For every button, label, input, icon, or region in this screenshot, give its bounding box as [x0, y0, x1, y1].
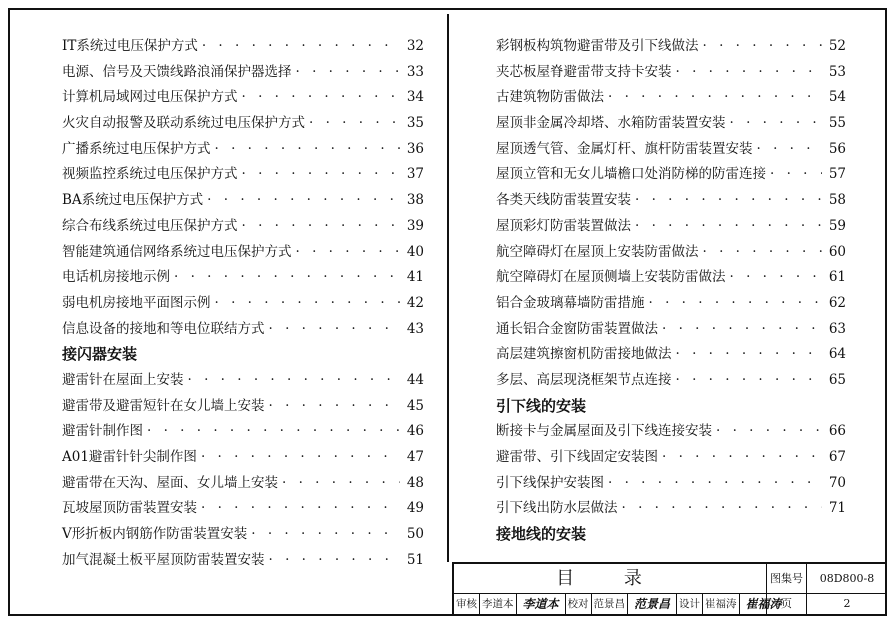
toc-entry-page: 38 — [406, 192, 424, 209]
toc-entry-title: 铝合金玻璃幕墙防雷措施 — [496, 294, 645, 311]
toc-entry[interactable] — [496, 317, 846, 343]
toc-entry-title: 智能建筑通信网络系统过电压保护方式 — [62, 243, 292, 260]
dot-leader — [635, 188, 822, 214]
toc-entry-title: 视频监控系统过电压保护方式 — [62, 166, 238, 183]
toc-entry[interactable] — [62, 522, 424, 548]
toc-entry[interactable] — [496, 162, 846, 188]
toc-entry-title: 航空障碍灯在屋顶上安装防雷做法 — [496, 243, 699, 260]
toc-entry-page: 60 — [828, 243, 846, 260]
document-title: 目 录 — [454, 564, 767, 594]
toc-entry[interactable] — [496, 214, 846, 240]
dot-leader — [242, 162, 401, 188]
dot-leader — [242, 85, 401, 111]
toc-entry[interactable] — [62, 162, 424, 188]
toc-entry-page: 53 — [828, 63, 846, 80]
toc-entry-page: 67 — [828, 449, 846, 465]
toc-entry[interactable] — [62, 471, 424, 497]
toc-entry[interactable] — [496, 85, 846, 111]
toc-entry[interactable] — [62, 548, 424, 574]
toc-entry[interactable] — [496, 240, 846, 266]
toc-entry[interactable] — [496, 419, 846, 445]
design-name: 崔福涛 — [703, 594, 740, 614]
toc-entry-title: 航空障碍灯在屋顶侧墙上安装防雷做法 — [496, 269, 726, 286]
toc-entry-title: 多层、高层现浇框架节点连接 — [496, 371, 672, 388]
toc-entry[interactable] — [62, 265, 424, 291]
dot-leader — [622, 496, 823, 522]
toc-entry-page: 48 — [406, 474, 424, 491]
toc-entry-page: 45 — [406, 397, 424, 414]
toc-entry-title: 电话机房接地示例 — [62, 269, 170, 286]
dot-leader — [188, 368, 401, 394]
toc-entry-page: 58 — [828, 192, 846, 209]
page-number: 2 — [843, 597, 851, 610]
toc-entry-title: 计算机局域网过电压保护方式 — [62, 89, 238, 106]
toc-entry[interactable] — [496, 471, 846, 497]
toc-entry-page: 51 — [406, 551, 424, 568]
check-label: 校对 — [566, 594, 592, 614]
dot-leader — [676, 342, 823, 368]
check-name: 范景昌 — [592, 594, 629, 614]
toc-entry-title: 避雷针制作图 — [62, 423, 143, 440]
review-name: 李道本 — [480, 594, 517, 614]
section-heading: 接闪器安装 — [62, 345, 138, 364]
toc-entry[interactable] — [62, 214, 424, 240]
check-signature: 范景昌 — [628, 594, 677, 614]
toc-entry-title: 彩钢板构筑物避雷带及引下线做法 — [496, 38, 699, 54]
toc-entry[interactable] — [496, 60, 846, 86]
toc-entry-title: 屋顶立管和无女儿墙檐口处消防梯的防雷连接 — [496, 166, 766, 183]
toc-entry[interactable] — [62, 85, 424, 111]
dot-leader — [251, 522, 400, 548]
dot-leader — [757, 137, 823, 163]
dot-leader — [716, 419, 822, 445]
toc-entry-title: 夹芯板屋脊避雷带支持卡安装 — [496, 63, 672, 80]
toc-entry-page: 59 — [828, 217, 846, 234]
dot-leader — [269, 317, 401, 343]
toc-entry-page: 71 — [828, 500, 846, 517]
toc-entry-title: 综合布线系统过电压保护方式 — [62, 217, 238, 234]
toc-entry-title: 引下线出防水层做法 — [496, 500, 618, 517]
dot-leader — [649, 291, 823, 317]
dot-leader — [608, 471, 822, 497]
toc-entry[interactable] — [62, 111, 424, 137]
toc-entry-page: 39 — [406, 217, 424, 234]
toc-right-column — [496, 34, 846, 548]
toc-entry-page: 54 — [828, 89, 846, 106]
dot-leader — [676, 60, 823, 86]
dot-leader — [309, 111, 400, 137]
dot-leader — [662, 317, 822, 343]
toc-entry-page: 32 — [406, 38, 424, 54]
dot-leader — [207, 188, 400, 214]
dot-leader — [730, 265, 823, 291]
toc-entry[interactable] — [496, 291, 846, 317]
toc-entry-title: 瓦坡屋顶防雷装置安装 — [62, 500, 197, 517]
toc-entry-title: 电源、信号及天馈线路浪涌保护器选择 — [62, 63, 292, 80]
toc-entry-page: 36 — [406, 140, 424, 157]
toc-entry-page: 40 — [406, 243, 424, 260]
toc-entry[interactable] — [496, 34, 846, 60]
dot-leader — [296, 60, 401, 86]
dot-leader — [201, 445, 400, 471]
atlas-number-label: 图集号 — [767, 564, 807, 594]
toc-entry[interactable] — [496, 445, 846, 471]
toc-entry-title: 弱电机房接地平面图示例 — [62, 294, 211, 311]
toc-entry-page: 47 — [406, 449, 424, 465]
toc-entry-page: 61 — [828, 269, 846, 286]
dot-leader — [662, 445, 822, 471]
toc-entry-title: 避雷带、引下线固定安装图 — [496, 449, 658, 465]
toc-entry-page: 46 — [406, 423, 424, 440]
dot-leader — [215, 291, 401, 317]
toc-entry[interactable] — [62, 137, 424, 163]
toc-entry-title: IT系统过电压保护方式 — [62, 38, 198, 54]
dot-leader — [269, 548, 401, 574]
toc-entry-title: 断接卡与金属屋面及引下线连接安装 — [496, 423, 712, 440]
toc-entry[interactable] — [496, 496, 846, 522]
toc-entry[interactable] — [62, 368, 424, 394]
toc-entry-page: 65 — [828, 371, 846, 388]
toc-entry-page: 49 — [406, 500, 424, 517]
dot-leader — [676, 368, 823, 394]
design-label: 设计 — [677, 594, 703, 614]
dot-leader — [296, 240, 401, 266]
toc-entry-page: 35 — [406, 115, 424, 132]
toc-entry-title: BA系统过电压保护方式 — [62, 192, 204, 209]
toc-entry-title: 屋顶透气管、金属灯杆、旗杆防雷装置安装 — [496, 140, 753, 157]
toc-left-column — [62, 34, 424, 573]
toc-entry-page: 50 — [406, 526, 424, 543]
toc-entry[interactable] — [496, 342, 846, 368]
toc-entry[interactable] — [496, 137, 846, 163]
toc-entry-page: 70 — [828, 474, 846, 491]
dot-leader — [770, 162, 822, 188]
toc-entry[interactable] — [62, 317, 424, 343]
section-heading: 引下线的安装 — [496, 396, 587, 415]
dot-leader — [174, 265, 400, 291]
toc-entry[interactable] — [496, 265, 846, 291]
review-label: 审核 — [454, 594, 480, 614]
toc-entry-page: 63 — [828, 320, 846, 337]
toc-entry[interactable] — [496, 111, 846, 137]
toc-entry-page: 41 — [406, 269, 424, 286]
dot-leader — [242, 214, 401, 240]
dot-leader — [703, 34, 823, 60]
toc-entry-title: 避雷带在天沟、屋面、女儿墙上安装 — [62, 474, 278, 491]
dot-leader — [201, 496, 400, 522]
toc-entry-title: 屋顶非金属冷却塔、水箱防雷装置安装 — [496, 115, 726, 132]
toc-entry-title: 信息设备的接地和等电位联结方式 — [62, 320, 265, 337]
column-divider — [447, 14, 449, 562]
toc-entry-title: V形折板内钢筋作防雷装置安装 — [62, 526, 248, 543]
dot-leader — [282, 471, 400, 497]
title-block — [452, 562, 885, 614]
toc-entry-title: 通长铝合金窗防雷装置做法 — [496, 320, 658, 337]
toc-entry-page: 52 — [828, 38, 846, 54]
section-heading: 接地线的安装 — [496, 525, 587, 544]
toc-entry-title: 广播系统过电压保护方式 — [62, 140, 211, 157]
toc-entry[interactable] — [62, 60, 424, 86]
toc-entry-title: 各类天线防雷装置安装 — [496, 192, 631, 209]
design-signature: 崔福涛 — [745, 597, 782, 611]
toc-entry-page: 62 — [828, 294, 846, 311]
toc-entry-page: 57 — [828, 166, 846, 183]
signature-row — [454, 594, 782, 614]
dot-leader — [703, 240, 823, 266]
toc-entry[interactable] — [62, 291, 424, 317]
toc-entry-page: 37 — [406, 166, 424, 183]
toc-entry-title: 古建筑物防雷做法 — [496, 89, 604, 106]
toc-entry-title: 屋顶彩灯防雷装置做法 — [496, 217, 631, 234]
dot-leader — [608, 85, 822, 111]
dot-leader — [202, 34, 400, 60]
toc-entry-title: A01避雷针针尖制作图 — [62, 449, 197, 465]
toc-entry-title: 引下线保护安装图 — [496, 474, 604, 491]
toc-entry-title: 避雷带及避雷短针在女儿墙上安装 — [62, 397, 265, 414]
toc-entry-page: 56 — [828, 140, 846, 157]
toc-entry-title: 火灾自动报警及联动系统过电压保护方式 — [62, 115, 305, 132]
toc-entry[interactable] — [62, 34, 424, 60]
toc-entry[interactable] — [496, 188, 846, 214]
toc-entry[interactable] — [62, 188, 424, 214]
toc-entry[interactable] — [62, 496, 424, 522]
review-signature: 李道本 — [517, 594, 566, 614]
toc-entry[interactable] — [62, 240, 424, 266]
toc-entry-page: 55 — [828, 115, 846, 132]
toc-entry-page: 33 — [406, 63, 424, 80]
toc-entry-title: 高层建筑擦窗机防雷接地做法 — [496, 346, 672, 363]
dot-leader — [269, 394, 401, 420]
page-label: 页 — [767, 594, 807, 614]
dot-leader — [730, 111, 823, 137]
toc-entry-page: 64 — [828, 346, 846, 363]
toc-entry[interactable] — [62, 445, 424, 471]
toc-entry-title: 避雷针在屋面上安装 — [62, 371, 184, 388]
atlas-number: 08D800-8 — [807, 564, 887, 594]
toc-entry[interactable] — [496, 368, 846, 394]
toc-entry[interactable] — [62, 419, 424, 445]
toc-entry-title: 加气混凝土板平屋顶防雷装置安装 — [62, 551, 265, 568]
dot-leader — [635, 214, 822, 240]
toc-entry-page: 42 — [406, 294, 424, 311]
toc-entry-page: 44 — [406, 371, 424, 388]
toc-entry-page: 66 — [828, 423, 846, 440]
toc-entry[interactable] — [62, 394, 424, 420]
toc-entry-page: 34 — [406, 89, 424, 106]
dot-leader — [147, 419, 400, 445]
toc-entry-page: 43 — [406, 320, 424, 337]
dot-leader — [215, 137, 401, 163]
